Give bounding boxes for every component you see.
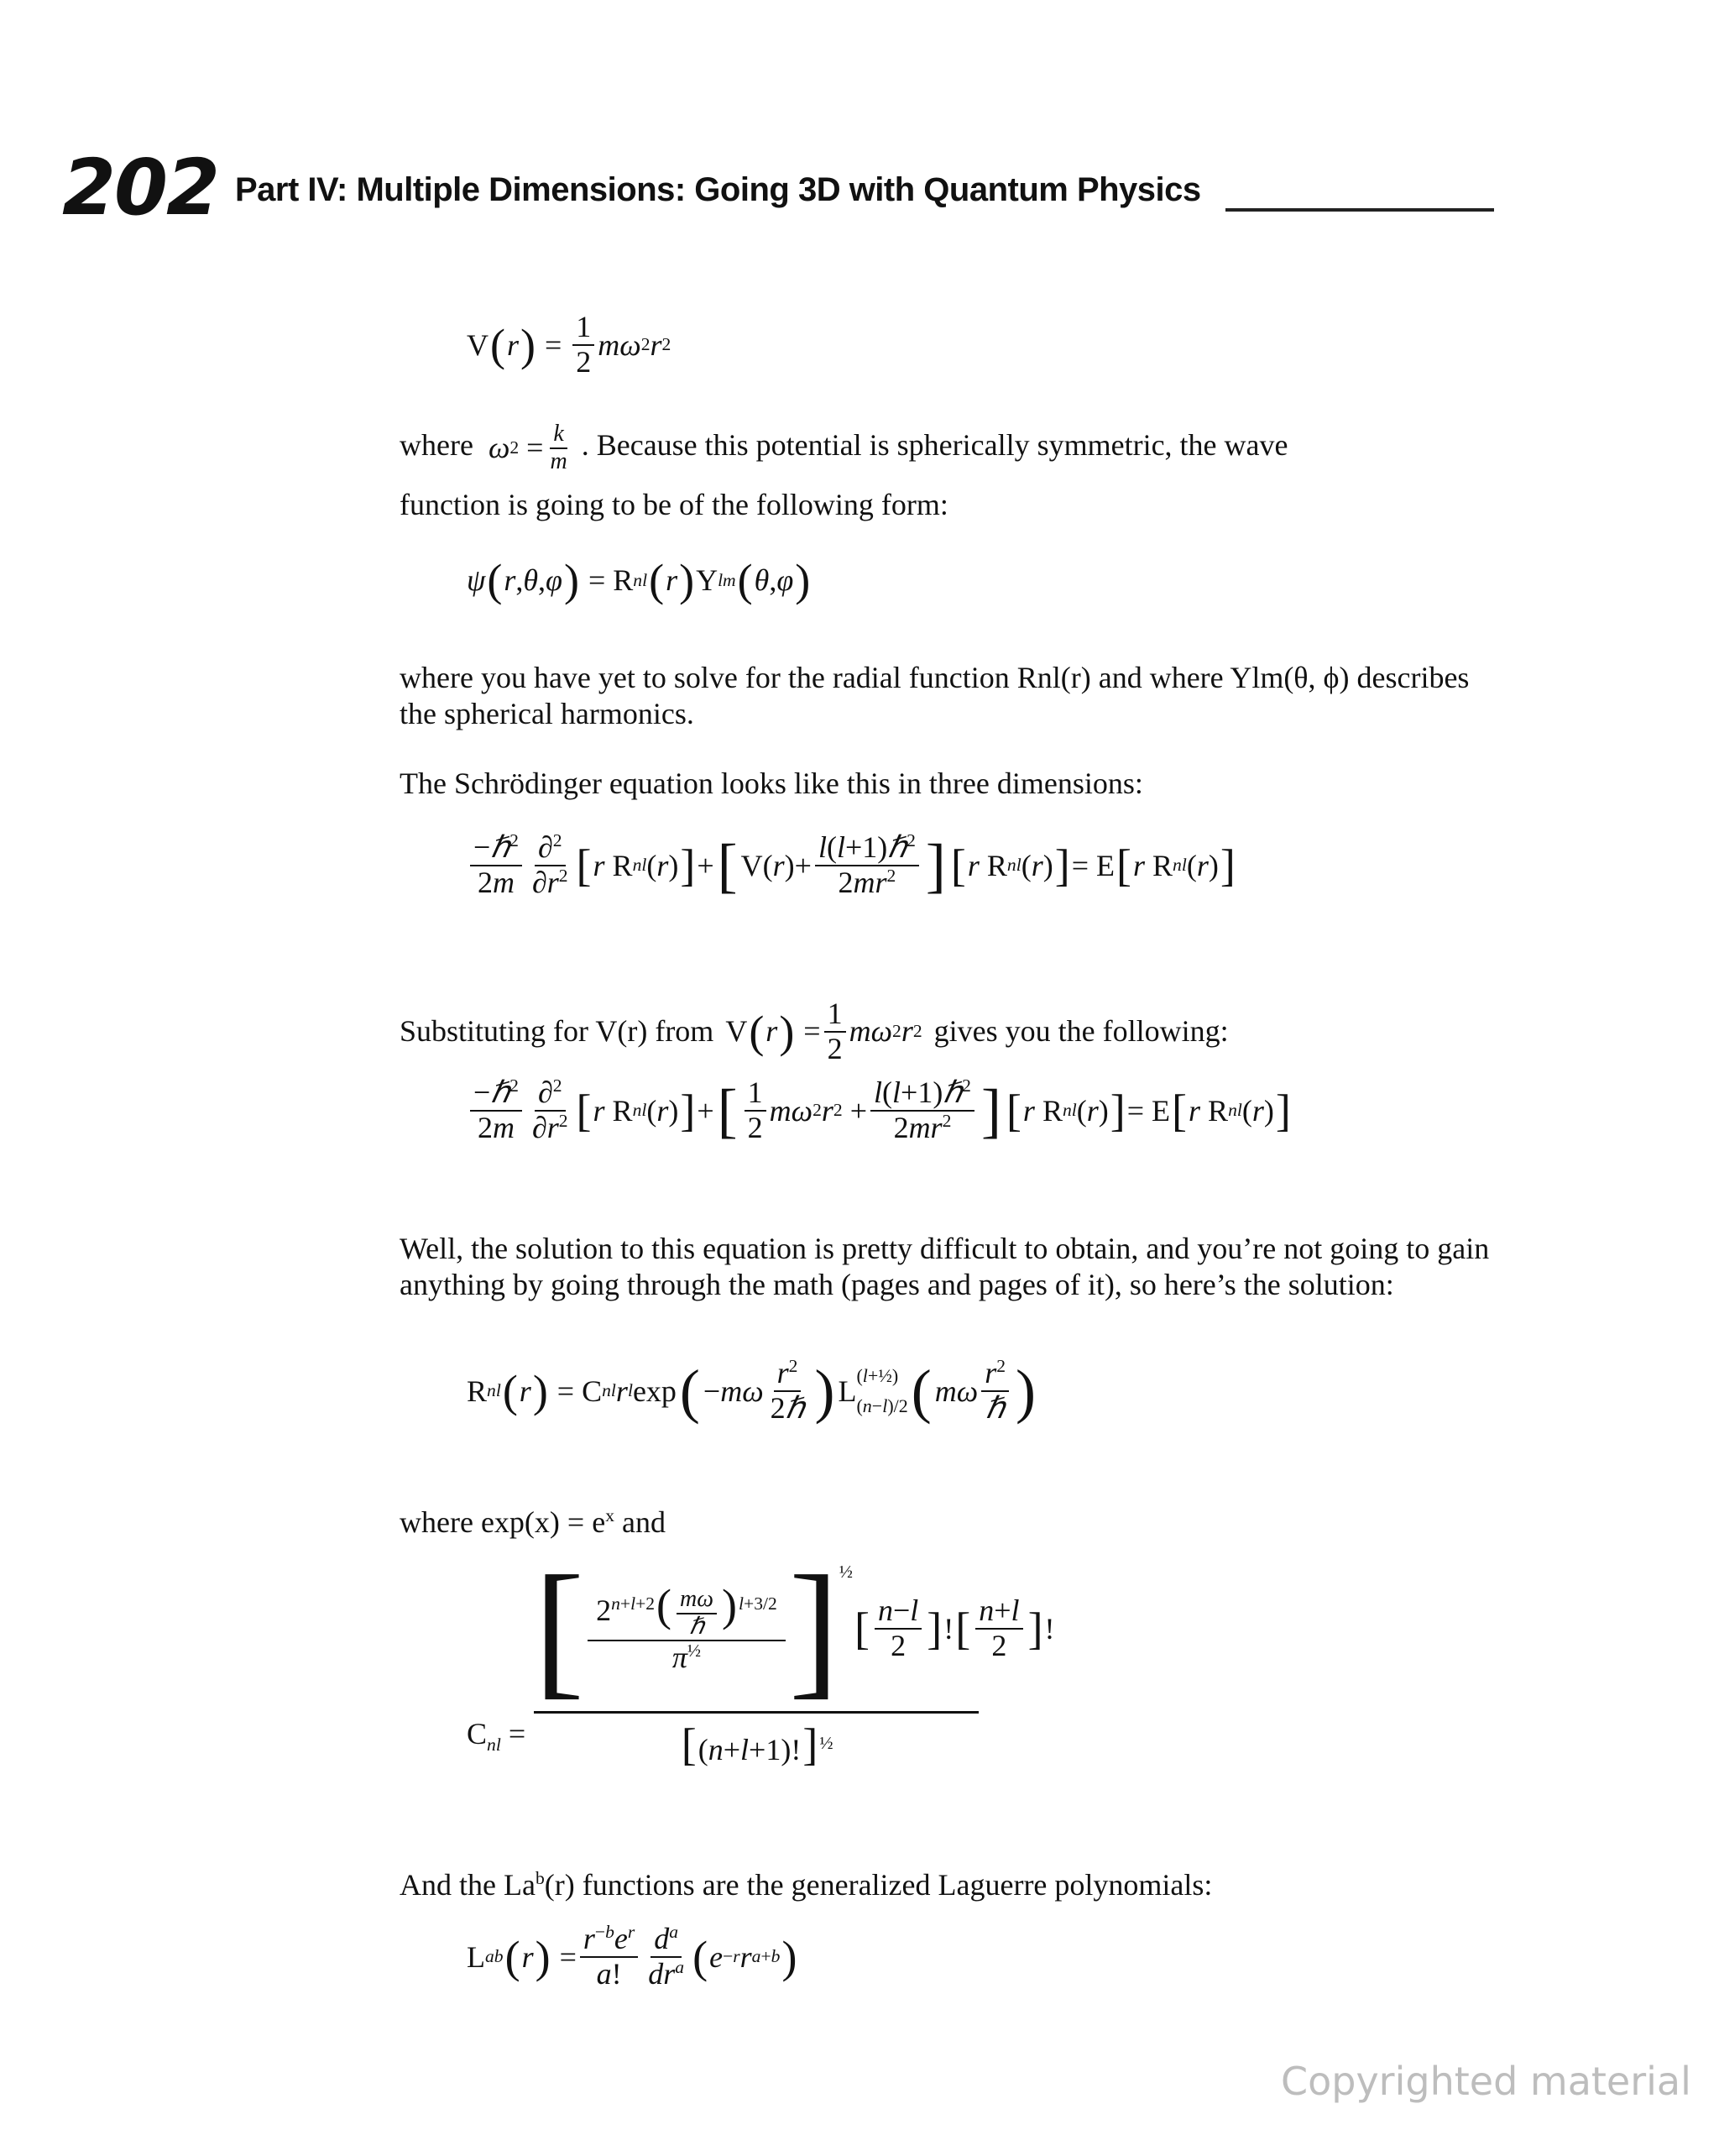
- paragraph-omega-definition: [400, 421, 1499, 475]
- paragraph-laguerre-intro: [400, 1860, 1499, 1903]
- page-number: 202: [62, 143, 219, 233]
- paragraph-text: where exp(x) = e: [400, 1505, 606, 1539]
- superscript: x: [605, 1505, 614, 1525]
- equation-normalization-constant: $C_{nl}$ = [ $2^{n+l+2}$( $\frac{m\omega}{\text{ℏ}}$ )$^{l+3/2}$ $\pi^{\frac{1}{2}}$ ] $^{\frac{1}{2}}$ [ $\frac{n-l}{2}$ ] ! [ $\frac{n+l}{2}$ ] ! $[(n+l+1)!]^{\frac{1}{2}}$: [467, 1545, 1055, 1770]
- equation-wave-function: ψ ( r , θ , φ ) = R nl ( r ) Y lm ( θ , φ ): [467, 555, 811, 605]
- paragraph-substituting: [400, 997, 1499, 1065]
- equation-radial-solution: R nl ( r ) = C nl r l exp ( − mω $\frac{r^2}{\text{2ℏ}}$ ) L (l+½) (n−l)/2 ( mω $\frac{r^2}{\text{ℏ}}$ ): [467, 1356, 1036, 1425]
- header-rule: [1225, 208, 1494, 212]
- equation-potential: V ( r ) = $\frac{1}{2}$ mω 2 r 2: [467, 310, 671, 379]
- inline-equation-omega: ω 2 = $\frac{k}{m}$: [488, 421, 567, 474]
- equation-schrodinger-3d: $\frac{-\hbar^2}{2m}$ $\frac{\partial^2}{\partial r^2}$ [ r R nl ( r ) ] + [ V( r )+ $\frac{l(l+1)\hbar^2}{2mr^2}$ ] [ r R nl ( r ) ] = E [ r R nl ( r ) ]: [467, 831, 1237, 899]
- running-header-title: Part IV: Multiple Dimensions: Going 3D with Quantum Physics: [235, 171, 1201, 208]
- paragraph-text: where: [400, 428, 473, 463]
- paragraph-schrodinger-intro: The Schrödinger equation looks like this in three dimensions:: [400, 767, 1143, 800]
- paragraph-text: And the La: [400, 1868, 536, 1902]
- paragraph-text: (r) functions are the generalized Laguerre polynomials:: [544, 1868, 1213, 1902]
- paragraph-wave-function: function is going to be of the following form:: [400, 488, 948, 521]
- equation-substituted: $\frac{-\hbar^2}{2m}$ $\frac{\partial^2}{\partial r^2}$ [ r R nl ( r ) ] + [ $\frac{1}{2}$ mω 2 r 2 + $\frac{l(l+1)\hbar^2}{2mr^2}$ ] [ r R nl ( r ) ] = E [ r R nl ( r ) ]: [467, 1076, 1293, 1144]
- equation-laguerre: L a b ( r ) = $\frac{r^{-b}e^r}{a!}$ $\frac{d^a}{dr^a}$ ( e −r r a+b ): [467, 1922, 797, 1991]
- paragraph-text: gives you the following:: [933, 1014, 1229, 1049]
- paragraph-solution-intro: Well, the solution to this equation is pretty difficult to obtain, and you’re not going to gain anything by going through the math (pages and pages of it), so here’s the solution:: [400, 1232, 1490, 1301]
- superscript: b: [535, 1868, 545, 1888]
- paragraph-radial-function: where you have yet to solve for the radial function Rnl(r) and where Ylm(θ, ϕ) describes the spherical harmonics.: [400, 661, 1470, 730]
- paragraph-exp-definition: [400, 1498, 1499, 1541]
- paragraph-text: . Because this potential is spherically symmetric, the wave: [581, 428, 1288, 463]
- inline-equation-potential: V ( r ) = $\frac{1}{2}$ mω 2 r 2: [725, 997, 922, 1065]
- paragraph-text: and: [614, 1505, 666, 1539]
- paragraph-text: Substituting for V(r) from: [400, 1014, 714, 1049]
- copyright-watermark: Copyrighted material: [1281, 2059, 1691, 2104]
